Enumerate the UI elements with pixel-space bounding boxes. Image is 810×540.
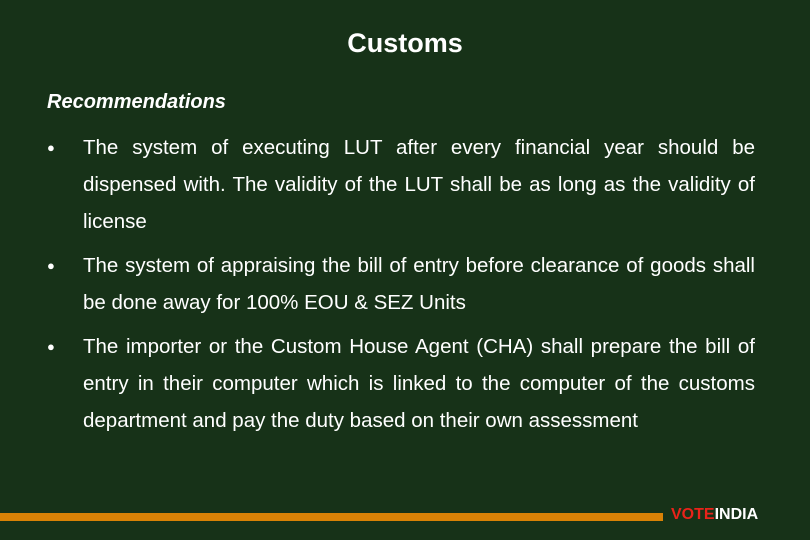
brand-logo (671, 506, 758, 524)
bullet-text: The system of appraising the bill of entry before clearance of goods shall be done away for 100% EOU & SEZ Units (83, 254, 755, 314)
footer-bar (0, 513, 663, 521)
brand-vote-text: VOTE (671, 506, 715, 523)
bullet-text: The importer or the Custom House Agent (CHA) shall prepare the bill of entry in their computer which is linked to the computer of the customs department and pay the duty based on their own assessment (83, 335, 755, 432)
list-item (47, 328, 755, 439)
bullet-icon: ● (47, 140, 55, 155)
brand-india-text: INDIA (714, 506, 759, 523)
slide-title: Customs (347, 28, 463, 58)
section-heading: Recommendations (47, 91, 226, 113)
bullet-text: The system of executing LUT after every financial year should be dispensed with. The validity of the LUT shall be as long as the validity of license (83, 136, 755, 233)
recommendation-list (47, 129, 755, 446)
list-item (47, 129, 755, 240)
bullet-icon: ● (47, 339, 55, 354)
list-item (47, 247, 755, 321)
bullet-icon: ● (47, 258, 55, 273)
